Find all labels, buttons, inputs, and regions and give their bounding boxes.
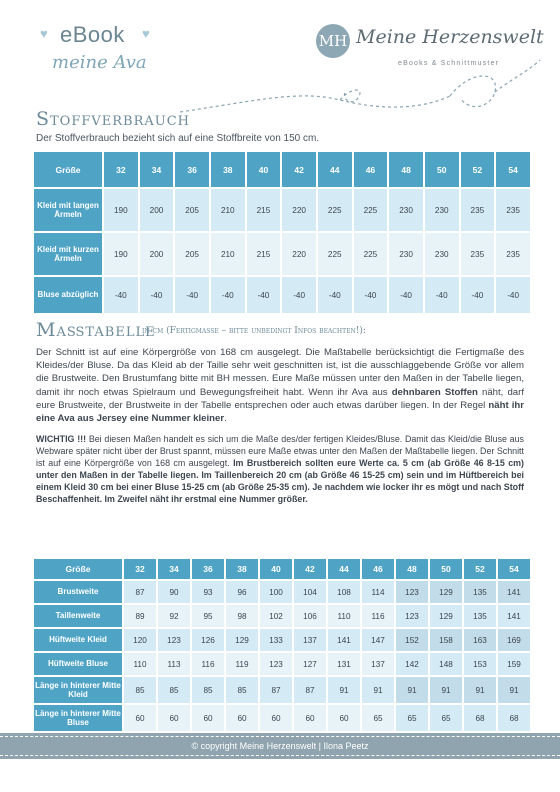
table-row xyxy=(34,277,530,313)
size-cell: 40 xyxy=(260,559,292,579)
table-row xyxy=(34,653,530,675)
table-cell: 68 xyxy=(498,705,530,731)
size-cell: 54 xyxy=(498,559,530,579)
table-cell: 215 xyxy=(247,233,281,275)
table-cell: 205 xyxy=(175,189,209,231)
fabric-consumption-table xyxy=(32,150,532,315)
page-header xyxy=(0,0,560,110)
size-cell: 48 xyxy=(396,559,428,579)
table-cell: 60 xyxy=(192,705,224,731)
table-cell: 200 xyxy=(140,189,174,231)
table-cell: 102 xyxy=(260,605,292,627)
table-cell: 87 xyxy=(260,677,292,703)
table-cell: 92 xyxy=(158,605,190,627)
brand-name: Meine Herzenswelt xyxy=(356,26,544,48)
table-cell: 113 xyxy=(158,653,190,675)
table-cell: 91 xyxy=(498,677,530,703)
table-cell: 65 xyxy=(396,705,428,731)
table-cell: 123 xyxy=(396,605,428,627)
paragraph-text: . xyxy=(224,413,227,425)
table-cell: 91 xyxy=(328,677,360,703)
size-cell: 36 xyxy=(192,559,224,579)
table-cell: -40 xyxy=(318,277,352,313)
table-cell: -40 xyxy=(282,277,316,313)
table-cell: 230 xyxy=(425,233,459,275)
table-cell: 131 xyxy=(328,653,360,675)
table-cell: 129 xyxy=(226,629,258,651)
table-cell: 87 xyxy=(294,677,326,703)
table-cell: 104 xyxy=(294,581,326,603)
table-cell: 210 xyxy=(211,233,245,275)
measurement-table xyxy=(32,557,532,733)
table-cell: 135 xyxy=(464,581,496,603)
table-cell: 159 xyxy=(498,653,530,675)
row-label: Hüftweite Bluse xyxy=(34,653,122,675)
table-cell: 133 xyxy=(260,629,292,651)
table-cell: 85 xyxy=(226,677,258,703)
table-cell: 225 xyxy=(318,233,352,275)
table-cell: 60 xyxy=(260,705,292,731)
table-cell: 65 xyxy=(362,705,394,731)
paragraph-text: Bei diesen Maßen handelt es sich um die Maße des/der fertigen Kleides/Bluse. Damit das Kleid/die Bluse aus Webware später nicht über der Brust spannt, müssen eure Maße etwas unter den Maßen der Maßtabelle liegen. Der Schnitt ist auf eine Körpergröße von 168 cm ausgelegt. xyxy=(36,434,524,469)
table-cell: 205 xyxy=(175,233,209,275)
table-row xyxy=(34,705,530,731)
table-row xyxy=(34,581,530,603)
table-cell: 119 xyxy=(226,653,258,675)
table-cell: 91 xyxy=(430,677,462,703)
row-label: Kleid mit kurzen Ärmeln xyxy=(34,233,102,275)
table-cell: 100 xyxy=(260,581,292,603)
table-cell: 120 xyxy=(124,629,156,651)
table-cell: -40 xyxy=(354,277,388,313)
table-row xyxy=(34,629,530,651)
table-cell: 163 xyxy=(464,629,496,651)
size-cell: 32 xyxy=(104,152,138,187)
table-cell: 116 xyxy=(192,653,224,675)
table-cell: 152 xyxy=(396,629,428,651)
table-row xyxy=(34,233,530,275)
table-cell: 91 xyxy=(464,677,496,703)
table-cell: 169 xyxy=(498,629,530,651)
section-note-fabric: Der Stoffverbrauch bezieht sich auf eine Stoffbreite von 150 cm. xyxy=(36,133,320,144)
table-cell: 190 xyxy=(104,189,138,231)
table-cell: 110 xyxy=(124,653,156,675)
table-cell: -40 xyxy=(247,277,281,313)
size-cell: 52 xyxy=(464,559,496,579)
paragraph-bold-text: näht ihr eine Ava aus Jersey eine Nummer kleiner xyxy=(36,399,524,425)
table-cell: 235 xyxy=(496,189,530,231)
ebook-label: eBook xyxy=(60,22,125,47)
table-cell: 91 xyxy=(362,677,394,703)
heart-icon: ♥ xyxy=(142,26,150,41)
table-cell: 106 xyxy=(294,605,326,627)
table-cell: 60 xyxy=(158,705,190,731)
size-cell: 46 xyxy=(362,559,394,579)
table-cell: 137 xyxy=(362,653,394,675)
ebook-name: meine Ava xyxy=(52,52,147,73)
section-title-measurements: Maßtabelle xyxy=(36,319,156,341)
heart-icon: ♥ xyxy=(40,26,48,41)
paragraph-bold-text: Im Brustbereich sollten eure Werte ca. 5 cm (ab Größe 46 8-15 cm) unter den Maßen in der Tabelle liegen. Im Taillenbereich 20 cm (ab Größe 46 15-25 cm) sein und im Hüftbereich bei einem Kleid 30 cm bei einer Bluse 15-25 cm (ab Größe 25-35 cm). Je nachdem wie locker ihr es mögt und nach Stoff Beschaffenheit. Im Zweifel näht ihr erstmal eine Nummer größer. xyxy=(36,458,524,505)
size-cell: 52 xyxy=(461,152,495,187)
size-header-cell: Größe xyxy=(34,152,102,187)
table-cell: 116 xyxy=(362,605,394,627)
table-cell: 200 xyxy=(140,233,174,275)
row-label: Hüftweite Kleid xyxy=(34,629,122,651)
size-cell: 38 xyxy=(226,559,258,579)
table-cell: 141 xyxy=(498,581,530,603)
table-cell: 68 xyxy=(464,705,496,731)
paragraph-text: näht, darf eure Brustweite, der Brustweite in der Tabelle entsprechen oder auch etwas darüber liegen. In der Regel xyxy=(36,386,524,411)
table-cell: 158 xyxy=(430,629,462,651)
brand-logo-mark: MH xyxy=(316,24,350,58)
table-cell: 126 xyxy=(192,629,224,651)
table-cell: 235 xyxy=(496,233,530,275)
table-cell: 220 xyxy=(282,233,316,275)
table-row xyxy=(34,605,530,627)
table-header-row xyxy=(34,152,530,187)
table-row xyxy=(34,189,530,231)
size-header-cell: Größe xyxy=(34,559,122,579)
table-cell: -40 xyxy=(211,277,245,313)
table-cell: 93 xyxy=(192,581,224,603)
section-title-fabric: Stoffverbrauch xyxy=(36,108,191,130)
row-label: Länge in hinterer Mitte Bluse xyxy=(34,705,122,731)
table-cell: -40 xyxy=(140,277,174,313)
table-cell: 85 xyxy=(192,677,224,703)
table-cell: 230 xyxy=(425,189,459,231)
table-cell: 60 xyxy=(124,705,156,731)
table-cell: 190 xyxy=(104,233,138,275)
size-cell: 40 xyxy=(247,152,281,187)
table-cell: 129 xyxy=(430,605,462,627)
row-label: Brustweite xyxy=(34,581,122,603)
table-cell: 148 xyxy=(430,653,462,675)
paragraph-bold-text: dehnbaren Stoffen xyxy=(391,386,478,398)
size-cell: 44 xyxy=(328,559,360,579)
table-cell: 230 xyxy=(389,233,423,275)
table-cell: 235 xyxy=(461,189,495,231)
table-cell: 225 xyxy=(354,233,388,275)
size-cell: 42 xyxy=(282,152,316,187)
size-cell: 54 xyxy=(496,152,530,187)
table-cell: 60 xyxy=(226,705,258,731)
table-cell: 135 xyxy=(464,605,496,627)
row-label: Länge in hinterer Mitte Kleid xyxy=(34,677,122,703)
table-cell: 108 xyxy=(328,581,360,603)
important-paragraph xyxy=(36,433,524,506)
table-cell: 60 xyxy=(328,705,360,731)
table-cell: 147 xyxy=(362,629,394,651)
table-cell: 153 xyxy=(464,653,496,675)
size-cell: 46 xyxy=(354,152,388,187)
table-cell: 123 xyxy=(396,581,428,603)
table-header-row xyxy=(34,559,530,579)
table-cell: 123 xyxy=(158,629,190,651)
table-cell: 137 xyxy=(294,629,326,651)
size-cell: 34 xyxy=(140,152,174,187)
size-cell: 36 xyxy=(175,152,209,187)
table-cell: 142 xyxy=(396,653,428,675)
table-cell: 225 xyxy=(318,189,352,231)
table-cell: 123 xyxy=(260,653,292,675)
section-note-measurements: in cm (Fertigmaße – bitte unbedingt Infos beachten!): xyxy=(142,326,366,336)
table-cell: 127 xyxy=(294,653,326,675)
table-cell: -40 xyxy=(175,277,209,313)
intro-paragraph xyxy=(36,346,524,425)
row-label: Bluse abzüglich xyxy=(34,277,102,313)
table-cell: 91 xyxy=(396,677,428,703)
table-cell: 215 xyxy=(247,189,281,231)
table-cell: -40 xyxy=(104,277,138,313)
table-cell: 90 xyxy=(158,581,190,603)
size-cell: 50 xyxy=(425,152,459,187)
table-cell: -40 xyxy=(389,277,423,313)
size-cell: 44 xyxy=(318,152,352,187)
brand-tagline: eBooks & Schnittmuster xyxy=(398,60,500,67)
size-cell: 50 xyxy=(430,559,462,579)
paragraph-text: Der Schnitt ist auf eine Körpergröße von 168 cm ausgelegt. Die Maßtabelle berücksichtigt die Fertigmaße des Kleides/der Bluse. Da das Kleid ab der Taille sehr weit geschnitten ist, ist die ausschlaggebende Größe vor allem die Brustweite. Den Brustumfang bitte mit BH messen. Eure Maße müssen unter den Maßen in der Tabelle liegen, damit ihr noch etwas Spielraum und Bewegungsfreiheit habt. Wenn ihr Ava aus xyxy=(36,347,524,398)
table-cell: 85 xyxy=(124,677,156,703)
table-cell: -40 xyxy=(425,277,459,313)
size-cell: 42 xyxy=(294,559,326,579)
table-cell: -40 xyxy=(496,277,530,313)
table-cell: 96 xyxy=(226,581,258,603)
table-cell: 85 xyxy=(158,677,190,703)
table-cell: 129 xyxy=(430,581,462,603)
footer-stitch-line xyxy=(0,736,560,737)
table-cell: 98 xyxy=(226,605,258,627)
size-cell: 48 xyxy=(389,152,423,187)
table-cell: 141 xyxy=(498,605,530,627)
table-cell: 95 xyxy=(192,605,224,627)
table-cell: 210 xyxy=(211,189,245,231)
row-label: Taillenweite xyxy=(34,605,122,627)
table-cell: 65 xyxy=(430,705,462,731)
table-cell: 110 xyxy=(328,605,360,627)
size-cell: 38 xyxy=(211,152,245,187)
table-cell: -40 xyxy=(461,277,495,313)
table-row xyxy=(34,677,530,703)
footer-copyright: © copyright Meine Herzenswelt | Ilona Peetz xyxy=(191,741,369,751)
table-cell: 235 xyxy=(461,233,495,275)
table-cell: 230 xyxy=(389,189,423,231)
row-label: Kleid mit langen Ärmeln xyxy=(34,189,102,231)
table-cell: 89 xyxy=(124,605,156,627)
size-cell: 32 xyxy=(124,559,156,579)
table-cell: 114 xyxy=(362,581,394,603)
table-cell: 220 xyxy=(282,189,316,231)
table-cell: 141 xyxy=(328,629,360,651)
size-cell: 34 xyxy=(158,559,190,579)
footer-stitch-line xyxy=(0,755,560,756)
table-cell: 87 xyxy=(124,581,156,603)
paragraph-bold-text: WICHTIG !!! xyxy=(36,434,87,444)
table-cell: 225 xyxy=(354,189,388,231)
table-cell: 60 xyxy=(294,705,326,731)
